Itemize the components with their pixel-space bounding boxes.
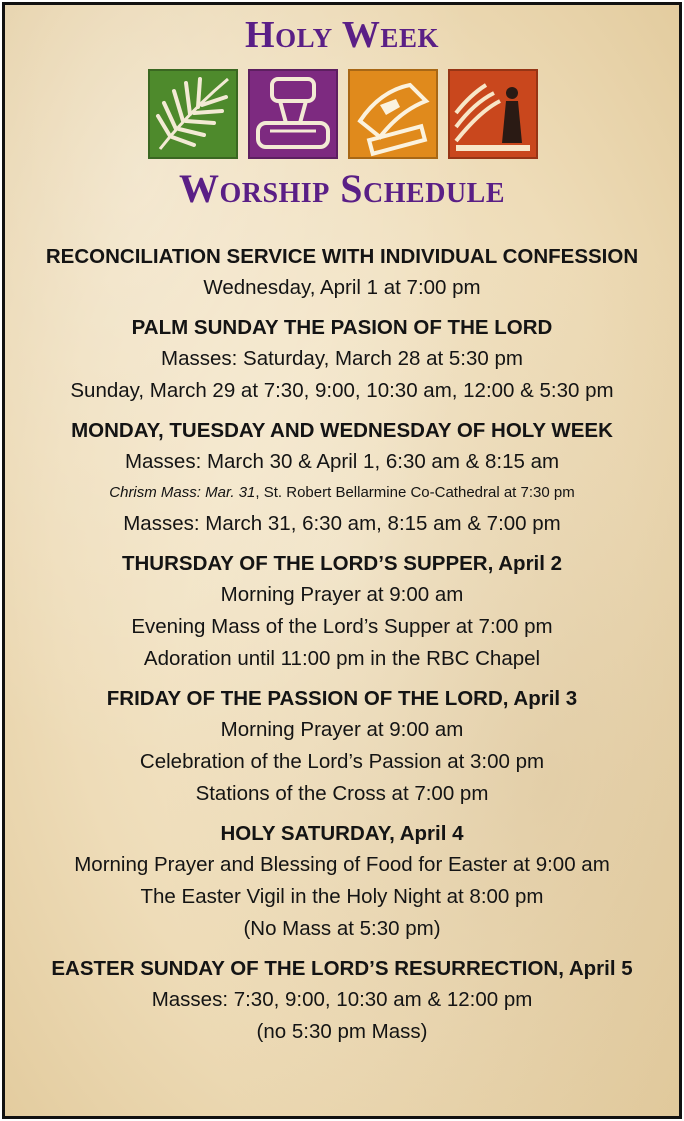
section-heading: HOLY SATURDAY, April 4 [220,822,464,845]
section-heading: MONDAY, TUESDAY AND WEDNESDAY OF HOLY WEEK [71,419,613,442]
section-heading: EASTER SUNDAY OF THE LORD’S RESURRECTION, April 5 [51,957,633,980]
schedule-line: Morning Prayer at 9:00 am [220,718,464,741]
hands-bread-icon [248,69,338,159]
chrism-mass-line [5,478,679,508]
hands-book-icon [348,69,438,159]
schedule-line: Evening Mass of the Lord’s Supper at 7:00 pm [131,615,553,638]
section-good-friday [5,683,679,810]
section-holy-thursday [5,548,679,675]
schedule-line: Adoration until 11:00 pm in the RBC Chapel [143,647,541,670]
section-holy-saturday [5,818,679,945]
chrism-mass-detail: , St. Robert Bellarmine Co-Cathedral at 7:30 pm [255,484,575,501]
schedule-line: (No Mass at 5:30 pm) [243,917,441,940]
palm-branch-icon [148,69,238,159]
section-reconciliation [5,241,679,304]
section-holy-week-weekdays [5,415,679,540]
chrism-mass-label: Chrism Mass: Mar. 31 [109,484,256,501]
section-heading: RECONCILIATION SERVICE WITH INDIVIDUAL CONFESSION [45,245,639,268]
schedule-line: (no 5:30 pm Mass) [256,1020,428,1043]
section-easter-sunday [5,953,679,1048]
schedule-list [5,241,679,1056]
schedule-line: Masses: Saturday, March 28 at 5:30 pm [161,347,523,370]
schedule-line: Masses: March 30 & April 1, 6:30 am & 8:15 am [124,450,560,473]
schedule-line: Sunday, March 29 at 7:30, 9:00, 10:30 am, 12:00 & 5:30 pm [70,379,614,402]
schedule-line: Morning Prayer at 9:00 am [220,583,464,606]
schedule-line: Morning Prayer and Blessing of Food for Easter at 9:00 am [74,853,610,876]
section-heading: THURSDAY OF THE LORD’S SUPPER, April 2 [121,552,563,575]
section-heading: FRIDAY OF THE PASSION OF THE LORD, April 3 [106,687,578,710]
section-heading: PALM SUNDAY THE PASION OF THE LORD [131,316,553,339]
risen-christ-icon [448,69,538,159]
schedule-line: Wednesday, April 1 at 7:00 pm [203,276,481,299]
schedule-line: Masses: March 31, 6:30 am, 8:15 am & 7:00 pm [123,512,561,535]
schedule-line: Stations of the Cross at 7:00 pm [195,782,489,805]
holy-week-icons [148,69,540,163]
schedule-line: Celebration of the Lord’s Passion at 3:00 pm [139,750,545,773]
title-holy-week: Holy Week [245,14,439,56]
schedule-line: The Easter Vigil in the Holy Night at 8:00 pm [140,885,544,908]
schedule-line: Masses: 7:30, 9:00, 10:30 am & 12:00 pm [151,988,533,1011]
section-palm-sunday [5,312,679,407]
schedule-card [2,2,682,1119]
title-worship-schedule: Worship Schedule [178,166,506,211]
